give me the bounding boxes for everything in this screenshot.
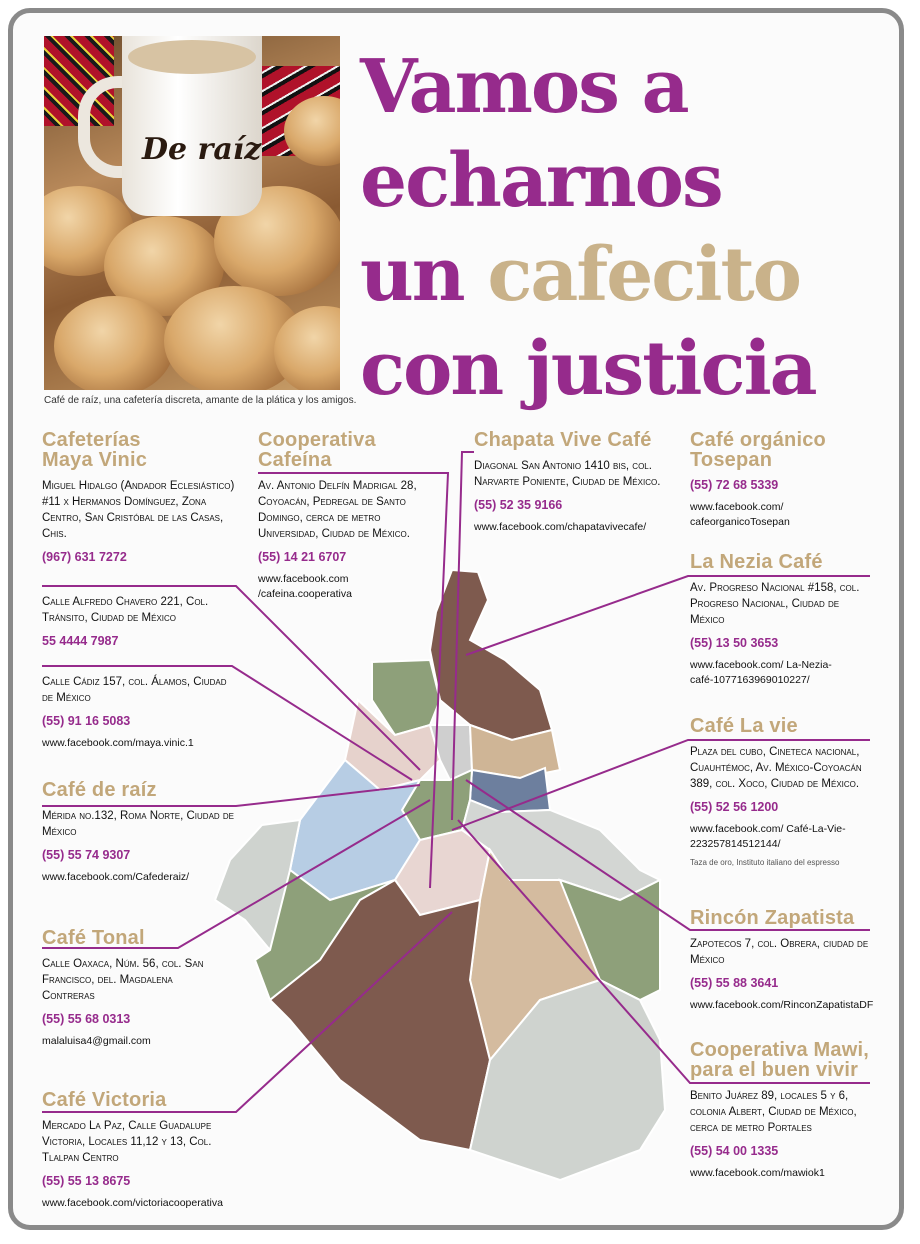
- entry-web[interactable]: www.facebook.com /cafeina.cooperativa: [258, 573, 352, 600]
- entry-name: Rincón Zapatista: [690, 907, 855, 929]
- entry-address: Mérida no.132, Roma Norte, Ciudad de México: [42, 810, 234, 838]
- entry-address: Mercado La Paz, Calle Guadalupe Victoria, Locales 11,12 y 13, Col. Tlalpan Centro: [42, 1120, 212, 1164]
- entry-phone: (55) 55 74 9307: [42, 848, 131, 862]
- entry-mawi: [690, 1040, 874, 1181]
- entry-phone: (55) 55 68 0313: [42, 1012, 131, 1026]
- entry-phone: (55) 72 68 5339: [690, 478, 779, 492]
- entry-address: Av. Antonio Delfín Madrigal 28, Coyoacán, Pedregal de Santo Domingo, cerca de metro Universidad, Ciudad de México.: [258, 480, 417, 540]
- entry-maya-vinic-2: [42, 586, 242, 648]
- entry-la-nezia: [690, 552, 870, 688]
- page-title: [360, 40, 816, 416]
- entry-phone: (55) 52 56 1200: [690, 800, 779, 814]
- entry-address: Calle Oaxaca, Núm. 56, col. San Francisco, del. Magdalena Contreras: [42, 958, 204, 1002]
- entry-address: Benito Juárez 89, locales 5 y 6, colonia Albert, Ciudad de México, cerca de metro Portales: [690, 1090, 857, 1134]
- bread-roll: [54, 296, 174, 390]
- entry-web[interactable]: www.facebook.com/Cafederaiz/: [42, 871, 190, 883]
- entry-phone: 55 4444 7987: [42, 634, 119, 648]
- entry-web[interactable]: www.facebook.com/maya.vinic.1: [42, 737, 194, 749]
- entry-name: Café orgánico Tosepan: [690, 429, 826, 471]
- entry-phone: (55) 54 00 1335: [690, 1144, 779, 1158]
- entry-name: La Nezia Café: [690, 551, 823, 573]
- entry-name: Café La vie: [690, 715, 798, 737]
- entry-cafe-de-raiz: [42, 780, 242, 885]
- entry-web[interactable]: www.facebook.com/victoriacooperativa: [42, 1197, 223, 1209]
- entry-web[interactable]: www.facebook.com/ La-Nezia-café-1077163969010227/: [690, 659, 832, 686]
- entry-maya-vinic-3: [42, 666, 232, 751]
- entry-name: Café Tonal: [42, 927, 145, 949]
- entry-name: Cooperativa Cafeína: [258, 429, 376, 471]
- entry-name: Cafeterías Maya Vinic: [42, 429, 148, 471]
- cup-logo: De raíz: [142, 132, 262, 167]
- entry-note: Taza de oro, Instituto italiano del espresso: [690, 858, 840, 867]
- title-line: echarnos: [360, 138, 722, 224]
- entry-phone: (55) 52 35 9166: [474, 498, 563, 512]
- entry-chapata: [474, 430, 674, 535]
- photo-caption: Café de raíz, una cafetería discreta, amante de la plática y los amigos.: [44, 395, 357, 406]
- title-line: Vamos a: [360, 44, 688, 130]
- entry-cafeina: [258, 430, 438, 602]
- title-accent: cafecito: [487, 232, 801, 318]
- entry-phone: (55) 14 21 6707: [258, 550, 347, 564]
- entry-web[interactable]: www.facebook.com/ Café-La-Vie-223257814512144/: [690, 823, 846, 850]
- entry-rincon-zapatista: [690, 907, 874, 1013]
- entry-email[interactable]: malaluisa4@gmail.com: [42, 1035, 151, 1047]
- title-line: con justicia: [360, 326, 816, 412]
- entry-name: Café Victoria: [42, 1089, 167, 1111]
- entry-tosepan: [690, 430, 870, 530]
- entry-address: Calle Alfredo Chavero 221, Col. Tránsito, Ciudad de México: [42, 596, 209, 624]
- entry-address: Diagonal San Antonio 1410 bis, col. Narvarte Poniente, Ciudad de México.: [474, 460, 661, 488]
- entry-address: Av. Progreso Nacional #158, col. Progreso Nacional, Ciudad de México: [690, 582, 860, 626]
- entry-phone: (55) 91 16 5083: [42, 714, 131, 728]
- entry-name: Chapata Vive Café: [474, 429, 652, 451]
- coffee-photo: [44, 36, 340, 390]
- entry-phone: (55) 55 13 8675: [42, 1174, 131, 1188]
- title-line: un: [360, 232, 464, 318]
- entry-address: Plaza del cubo, Cineteca nacional, Cuauhtémoc, Av. México-Coyoacán 389, col. Xoco, Ciudad de México.: [690, 746, 862, 790]
- entry-web[interactable]: www.facebook.com/ cafeorganicoTosepan: [690, 501, 790, 528]
- entry-name: Cooperativa Mawi, para el buen vivir: [690, 1039, 869, 1081]
- entry-maya-vinic: [42, 430, 242, 564]
- entry-cafe-tonal: [42, 928, 222, 1049]
- entry-web[interactable]: www.facebook.com/RinconZapatistaDF: [690, 999, 874, 1011]
- entry-web[interactable]: www.facebook.com/chapatavivecafe/: [474, 521, 647, 533]
- entry-phone: (55) 13 50 3653: [690, 636, 779, 650]
- map-region-gam: [430, 570, 552, 740]
- entry-phone: (55) 55 88 3641: [690, 976, 779, 990]
- entry-cafe-la-vie: [690, 716, 870, 867]
- entry-web[interactable]: www.facebook.com/mawiok1: [690, 1167, 825, 1179]
- coffee-surface: [128, 40, 256, 74]
- entry-address: Zapotecos 7, col. Obrera, ciudad de México: [690, 938, 869, 966]
- entry-address: Calle Cádiz 157, col. Álamos, Ciudad de México: [42, 676, 227, 704]
- entry-name: Café de raíz: [42, 779, 157, 801]
- entry-phone: (967) 631 7272: [42, 550, 127, 564]
- entry-address: Miguel Hidalgo (Andador Eclesiástico) #11 x Hermanos Domínguez, Zona Centro, San Cristóbal de las Casas, Chis.: [42, 480, 235, 540]
- entry-cafe-victoria: [42, 1090, 242, 1211]
